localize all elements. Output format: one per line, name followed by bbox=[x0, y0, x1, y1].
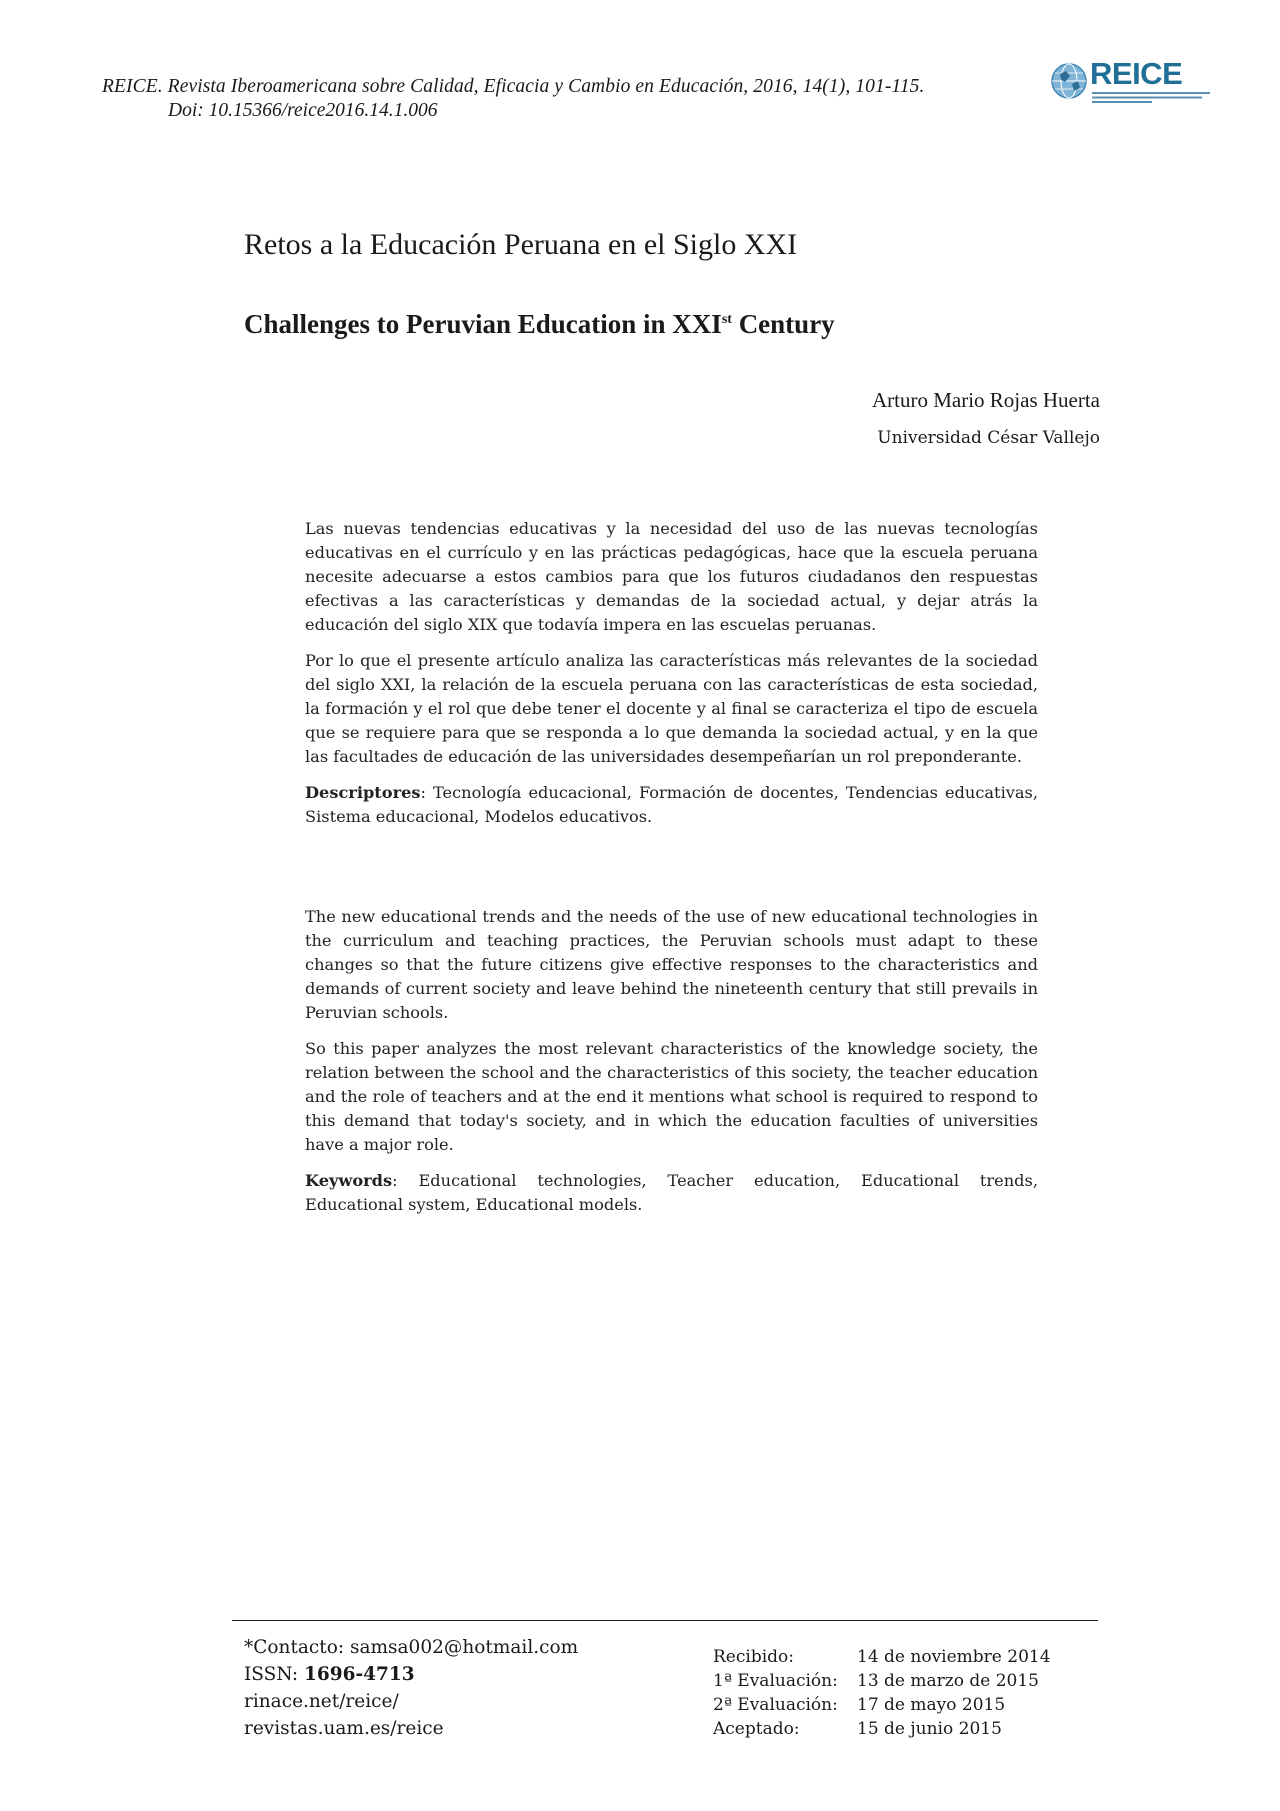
abstract-english-paragraph-1: The new educational trends and the needs of the use of new educational technologies in the curriculum and teaching practices, the Peruvian schools must adapt to these changes so that the future citizens give effective responses to the characteristics and demands of current society and leave behind the nineteenth century that still prevails in Peruvian schools. bbox=[305, 907, 1038, 1022]
journal-link-rinace[interactable]: rinace.net/reice/ bbox=[244, 1691, 399, 1712]
date-label: Aceptado: bbox=[713, 1719, 800, 1739]
abstract-spanish-paragraph-1: Las nuevas tendencias educativas y la necesidad del uso de las nuevas tecnologías educativas en el currículo y en las prácticas pedagógicas, hace que la escuela peruana necesite adecuarse a estos cambios para que los futuros ciudadanos den respuestas efectivas a las características y demandas de la sociedad actual, y dejar atrás la educación del siglo XIX que todavía impera en las escuelas peruanas. bbox=[305, 519, 1038, 634]
date-value: 15 de junio 2015 bbox=[857, 1719, 1002, 1739]
date-value: 14 de noviembre 2014 bbox=[857, 1647, 1051, 1667]
abstract-english bbox=[305, 905, 1038, 1229]
publication-dates bbox=[713, 1645, 1051, 1741]
journal-link-uam[interactable]: revistas.uam.es/reice bbox=[244, 1718, 444, 1739]
title-spanish bbox=[244, 228, 797, 262]
contact-email[interactable]: *Contacto: samsa002@hotmail.com bbox=[244, 1637, 579, 1658]
title-spanish-text: Retos a la Educación Peruana en el Siglo XXI bbox=[244, 228, 798, 261]
abstract-english-keywords bbox=[305, 1169, 1038, 1217]
issn bbox=[244, 1661, 578, 1688]
footer-divider bbox=[232, 1620, 1098, 1621]
author-affiliation: Universidad César Vallejo bbox=[877, 428, 1100, 448]
abstract-spanish bbox=[305, 517, 1038, 841]
date-row-received bbox=[713, 1645, 1051, 1669]
doi: Doi: 10.15366/reice2016.14.1.006 bbox=[168, 100, 438, 121]
date-row-first-evaluation bbox=[713, 1669, 1051, 1693]
date-value: 13 de marzo de 2015 bbox=[857, 1671, 1039, 1691]
abstract-spanish-keywords bbox=[305, 781, 1038, 829]
title-english-main: Challenges to Peruvian Education in XXI bbox=[244, 309, 722, 339]
keywords-list-english: : Educational technologies, Teacher education, Educational trends, Educational system, Educational models. bbox=[305, 1171, 1038, 1214]
issn-number: 1696-4713 bbox=[303, 1664, 415, 1685]
date-value: 17 de mayo 2015 bbox=[857, 1695, 1006, 1715]
footer-contact-block bbox=[244, 1634, 578, 1742]
date-label: 1ª Evaluación: bbox=[713, 1671, 838, 1691]
logo-subtitle-lines bbox=[1092, 91, 1212, 105]
journal-citation: REICE. Revista Iberoamericana sobre Calidad, Eficacia y Cambio en Educación, 2016, 14(1), 101-115. bbox=[102, 76, 925, 97]
title-english bbox=[244, 309, 835, 340]
keywords-label-spanish: Descriptores bbox=[305, 783, 421, 802]
title-english-tail: Century bbox=[731, 309, 835, 339]
date-label: Recibido: bbox=[713, 1647, 794, 1667]
logo-wordmark: REICE bbox=[1090, 56, 1183, 91]
abstract-spanish-paragraph-2: Por lo que el presente artículo analiza las características más relevantes de la sociedad del siglo XXI, la relación de la escuela peruana con las características de esta sociedad, la formación y el rol que debe tener el docente y al final se caracteriza el tipo de escuela que se requiere para que se responda a lo que demanda la sociedad actual, y en la que las facultades de educación de las universidades desempeñarían un rol preponderante. bbox=[305, 651, 1038, 766]
date-row-second-evaluation bbox=[713, 1693, 1051, 1717]
date-row-accepted bbox=[713, 1717, 1051, 1741]
keywords-label-english: Keywords bbox=[305, 1171, 393, 1190]
title-english-superscript: st bbox=[721, 312, 732, 327]
date-label: 2ª Evaluación: bbox=[713, 1695, 838, 1715]
journal-logo[interactable] bbox=[1050, 58, 1215, 108]
keywords-list-spanish: : Tecnología educacional, Formación de docentes, Tendencias educativas, Sistema educacional, Modelos educativos. bbox=[305, 783, 1038, 826]
issn-label: ISSN: bbox=[244, 1664, 304, 1685]
author-name: Arturo Mario Rojas Huerta bbox=[871, 388, 1100, 412]
abstract-english-paragraph-2: So this paper analyzes the most relevant characteristics of the knowledge society, the relation between the school and the characteristics of this society, the teacher education and the role of teachers and at the end it mentions what school is required to respond to this demand that today's society, and in which the education faculties of universities have a major role. bbox=[305, 1039, 1038, 1154]
globe-icon bbox=[1050, 62, 1088, 100]
